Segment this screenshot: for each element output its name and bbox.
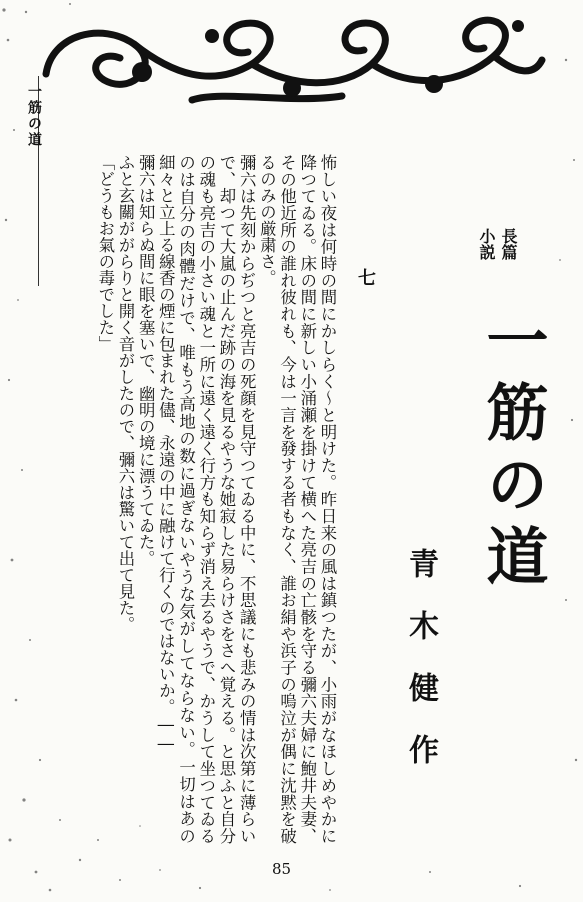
chapter-number: 七 [355,268,376,286]
story-body [37,154,337,844]
paragraph-4: ふと玄關ががらりと開く音がしたので、彌六は驚いて出て見た。 [115,154,135,633]
decorative-scroll-ornament [42,14,547,106]
running-title: 一筋の道 [26,84,42,148]
paragraph-5: 「どうもお氣の毒でした」 [95,154,115,352]
paragraph-1: 怖しい夜は何時の間にかしらく～と明けた。昨日来の風は鎮つたが、小雨がなほしめやかに降つてゐる。床の間に新しい小涌瀬を掛けて横へた亮吉の亡骸を守る彌六夫婦に鮑井夫妻、その他近所の誰れ彼れも、今は一言を發する者もなく、誰お絹や浜子の嗚泣が偶に沈黙を破るのみの厳粛さ。 [257,154,337,844]
page-number: 85 [272,860,292,878]
author-name: 青木健作 [403,548,438,796]
paragraph-3: 彌六は知らぬ間に眼を塞いで、幽明の境に漂うてゐた。 [136,154,156,567]
paragraph-2: 彌六は先刻からぢつと亮吉の死顔を見守つてゐる中に、不思議にも悲みの情は次第に薄らいで、却つて大嵐の止んだ跡の海を見るやうな她寂した易らけさをさへ覚える。と思ふと自分の魂も亮吉の小さい魂と一所に遠く遠く行方も知らず消え去るやうで、かうして坐つてゐるのは自分の肉體だけで、唯もう高地の数に過ぎないやうな気がしてならない。一切はあの細々と立上る線香の煙に包まれた儘、永遠の中に融けて行くのではないか。―― [156,154,257,844]
story-title: 一筋の道 [476,308,549,596]
genre-label-shosetsu: 小説 [477,228,496,260]
genre-label-nagahen: 長篇 [499,228,518,260]
